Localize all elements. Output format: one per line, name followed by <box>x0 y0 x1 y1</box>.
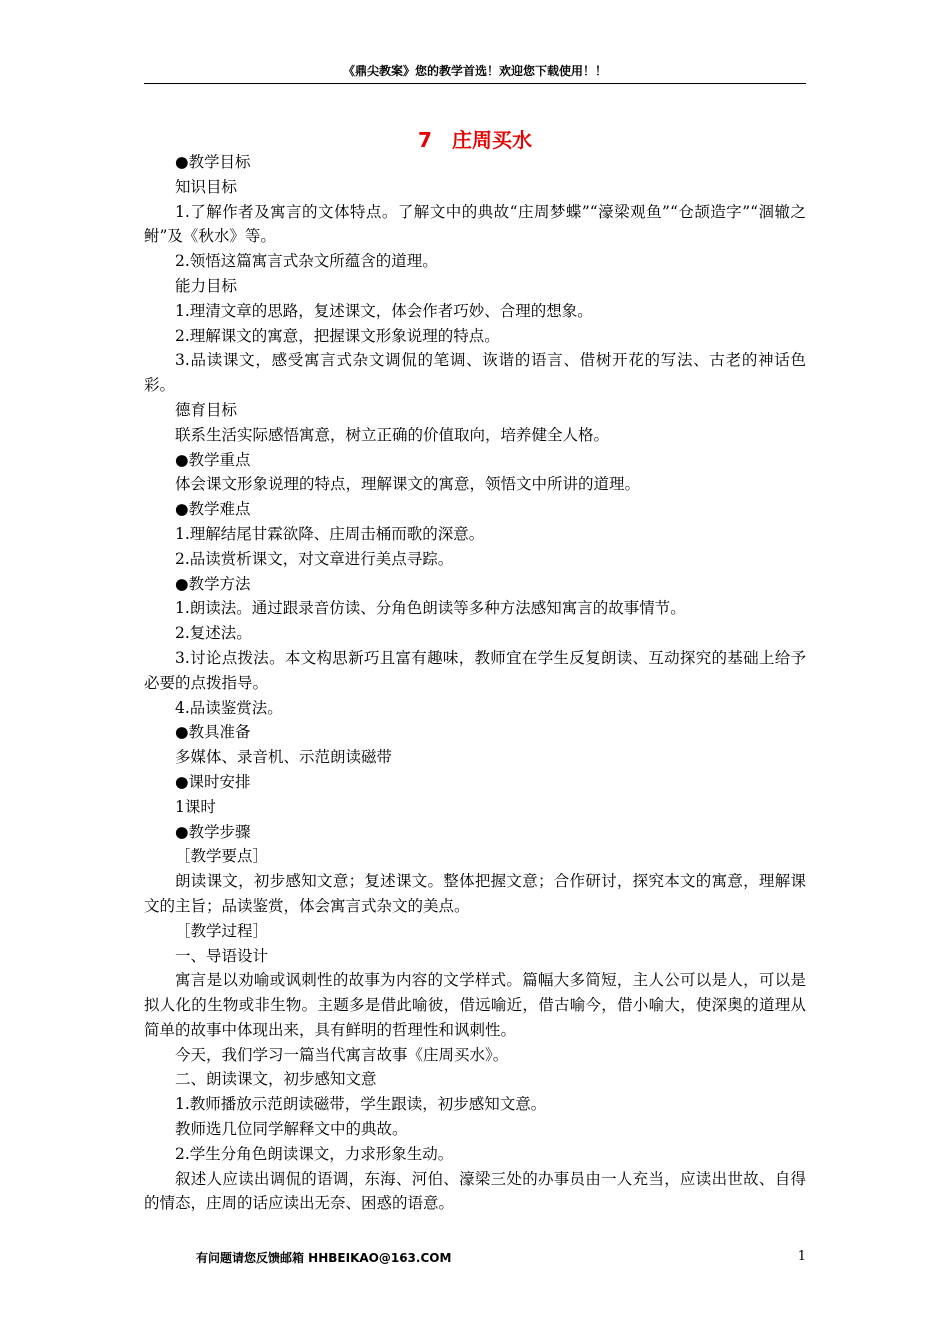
paragraph: 知识目标 <box>175 177 238 196</box>
paragraph: ●教学重点 <box>175 450 251 469</box>
paragraph: 二、朗读课文，初步感知文意 <box>175 1070 377 1089</box>
paragraph: 2.理解课文的寓意，把握课文形象说理的特点。 <box>175 326 500 345</box>
paragraph: 2.学生分角色朗读课文，力求形象生动。 <box>175 1144 454 1163</box>
paragraph: ●教学目标 <box>175 153 251 171</box>
paragraph: 2.复述法。 <box>175 624 252 643</box>
paragraph: 1.朗读法。通过跟录音仿读、分角色朗读等多种方法感知寓言的故事情节。 <box>175 599 686 618</box>
lesson-title: 7 庄周买水 <box>418 128 532 152</box>
page-number: 1 <box>797 1249 806 1264</box>
paragraph: 今天，我们学习一篇当代寓言故事《庄周买水》。 <box>175 1045 509 1064</box>
paragraph: 能力目标 <box>175 276 238 295</box>
paragraph: 叙述人应读出调侃的语调，东海、河伯、濠梁三处的办事员由一人充当，应读出世故、自得的情态，庄周的话应读出无奈、困惑的语意。 <box>144 1169 806 1213</box>
paragraph: 2.领悟这篇寓言式杂文所蕴含的道理。 <box>175 252 438 271</box>
paragraph: 1课时 <box>175 797 216 816</box>
paragraph: ［教学过程］ <box>175 921 269 940</box>
paragraph: ［教学要点］ <box>175 847 269 866</box>
paragraph: 1.了解作者及寓言的文体特点。了解文中的典故“庄周梦蝶”“濠梁观鱼”“仓颉造字”“涸辙之鲋”及《秋水》等。 <box>144 202 806 246</box>
paragraph: 1.理解结尾甘霖欲降、庄周击桶而歌的深意。 <box>175 524 485 543</box>
paragraph: 一、导语设计 <box>175 946 269 965</box>
page-footer: 有问题请您反馈邮箱 HHBEIKAO@163.COM <box>196 1251 452 1265</box>
paragraph: ●教学步骤 <box>175 822 251 841</box>
page-header: 《鼎尖教案》您的教学首选！欢迎您下载使用！！ <box>342 64 607 78</box>
paragraph: 4.品读鉴赏法。 <box>175 698 283 717</box>
paragraph: 3.讨论点拨法。本文构思新巧且富有趣味，教师宜在学生反复朗读、互动探究的基础上给予必要的点拨指导。 <box>144 648 806 692</box>
paragraph: 多媒体、录音机、示范朗读磁带 <box>175 748 393 767</box>
paragraph: 3.品读课文，感受寓言式杂文调侃的笔调、诙谐的语言、借树开花的写法、古老的神话色彩。 <box>144 351 806 395</box>
paragraph: ●教学难点 <box>175 500 251 519</box>
lesson-body <box>144 150 806 1216</box>
paragraph: ●课时安排 <box>175 772 251 791</box>
paragraph: ●教具准备 <box>175 723 251 742</box>
paragraph: 1.教师播放示范朗读磁带，学生跟读，初步感知文意。 <box>175 1095 547 1114</box>
paragraph: 寓言是以劝喻或讽刺性的故事为内容的文学样式。篇幅大多简短，主人公可以是人，可以是拟人化的生物或非生物。主题多是借此喻彼，借远喻近，借古喻今，借小喻大，使深奥的道理从简单的故事中体现出来，具有鲜明的哲理性和讽刺性。 <box>144 971 806 1039</box>
paragraph: 德育目标 <box>175 400 238 419</box>
header-divider <box>144 83 806 84</box>
paragraph: 联系生活实际感悟寓意，树立正确的价值取向，培养健全人格。 <box>175 425 610 444</box>
paragraph: 教师选几位同学解释文中的典故。 <box>175 1120 408 1139</box>
paragraph: 体会课文形象说理的特点，理解课文的寓意，领悟文中所讲的道理。 <box>175 475 641 494</box>
paragraph: 1.理清文章的思路，复述课文，体会作者巧妙、合理的想象。 <box>175 301 593 320</box>
paragraph: ●教学方法 <box>175 574 251 593</box>
paragraph: 2.品读赏析课文，对文章进行美点寻踪。 <box>175 549 454 568</box>
paragraph: 朗读课文，初步感知文意；复述课文。整体把握文意；合作研讨，探究本文的寓意，理解课文的主旨；品读鉴赏，体会寓言式杂文的美点。 <box>144 872 806 915</box>
